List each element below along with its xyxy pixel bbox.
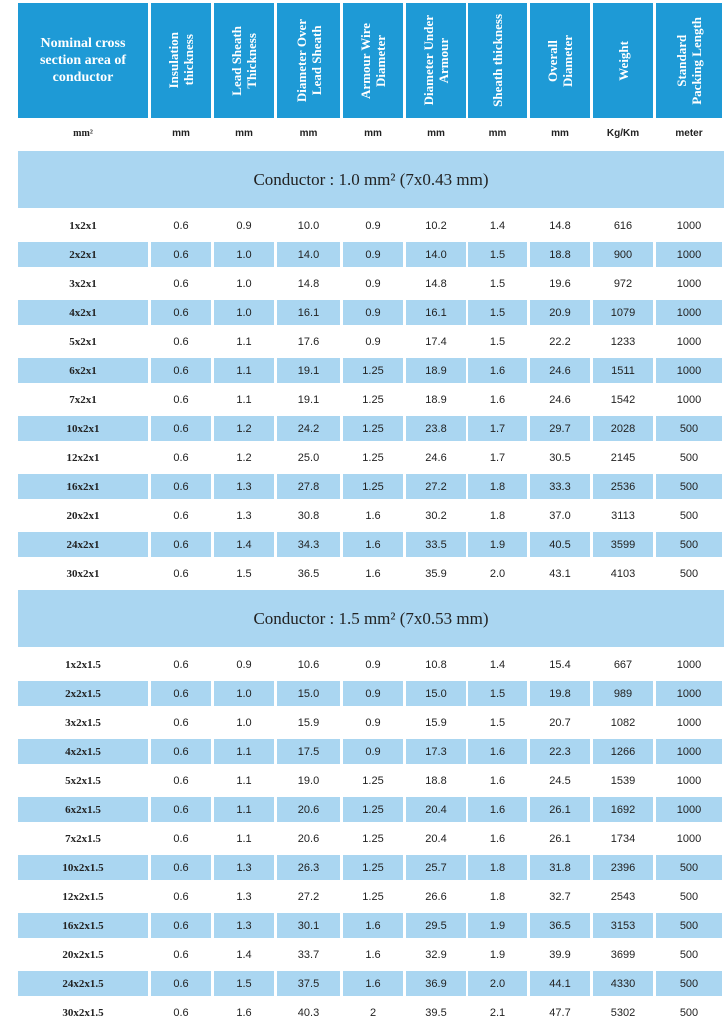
table-cell: 16.1 <box>277 300 340 325</box>
table-cell: 1082 <box>610 716 636 729</box>
table-cell: 1.25 <box>343 797 403 822</box>
table-cell: 500 <box>679 567 699 580</box>
table-cell: 19.8 <box>530 681 590 706</box>
table-cell: 0.9 <box>236 658 252 671</box>
table-cell: 10.8 <box>425 658 447 671</box>
table-cell: 500 <box>679 1006 699 1019</box>
table-cell: 14.8 <box>297 277 320 290</box>
table-cell: 1.9 <box>468 913 527 938</box>
table-cell: 1.1 <box>236 393 252 406</box>
table-cell: 1.5 <box>489 716 506 729</box>
unit-label: mm² <box>73 127 93 139</box>
table-cell: 0.6 <box>173 219 189 232</box>
row-label: 12x2x1.5 <box>62 890 104 903</box>
table-cell: 29.5 <box>406 913 466 938</box>
table-cell: 1.6 <box>343 913 403 938</box>
table-cell: 1.6 <box>365 567 381 580</box>
row-label: 2x2x1 <box>18 242 148 267</box>
table-cell: 0.6 <box>173 948 189 961</box>
table-cell: 14.8 <box>425 277 447 290</box>
table-cell: 2 <box>369 1006 377 1019</box>
table-cell: 3699 <box>610 948 636 961</box>
unit-label: mm <box>364 127 382 139</box>
table-cell: 1.0 <box>214 681 274 706</box>
table-cell: 1734 <box>610 832 636 845</box>
table-cell: 1000 <box>656 242 722 267</box>
table-cell: 19.1 <box>277 358 340 383</box>
table-cell: 0.6 <box>173 1006 189 1019</box>
table-cell: 1.2 <box>236 451 252 464</box>
table-cell: 33.5 <box>406 532 466 557</box>
table-cell: 20.6 <box>297 832 320 845</box>
table-cell: 500 <box>679 451 699 464</box>
table-cell: 1.6 <box>236 1006 252 1019</box>
table-cell: 1.0 <box>214 242 274 267</box>
table-cell: 0.6 <box>151 358 211 383</box>
row-label: 24x2x1.5 <box>18 971 148 996</box>
table-cell: 5302 <box>610 1006 636 1019</box>
table-cell: 10.0 <box>297 219 320 232</box>
table-cell: 33.7 <box>297 948 320 961</box>
table-cell: 1.1 <box>214 739 274 764</box>
table-cell: 500 <box>679 948 699 961</box>
table-cell: 26.6 <box>425 890 447 903</box>
table-cell: 0.6 <box>173 509 189 522</box>
table-cell: 1.6 <box>365 948 381 961</box>
header-weight <box>593 3 653 118</box>
header-overall-diameter-label: Overall Diameter <box>545 34 575 87</box>
table-cell: 0.6 <box>173 832 189 845</box>
table-cell: 0.6 <box>173 335 189 348</box>
table-cell: 19.0 <box>297 774 320 787</box>
table-cell: 1.6 <box>468 739 527 764</box>
table-cell: 18.8 <box>530 242 590 267</box>
table-cell: 33.3 <box>530 474 590 499</box>
row-label: 10x2x1 <box>18 416 148 441</box>
table-cell: 1.4 <box>214 532 274 557</box>
table-cell: 0.9 <box>365 716 381 729</box>
unit-label: mm <box>235 127 253 139</box>
table-cell: 1000 <box>676 219 702 232</box>
row-label: 16x2x1.5 <box>18 913 148 938</box>
table-cell: 22.2 <box>549 335 571 348</box>
table-cell: 39.9 <box>549 948 571 961</box>
table-cell: 37.0 <box>549 509 571 522</box>
table-cell: 27.2 <box>406 474 466 499</box>
table-cell: 972 <box>613 277 633 290</box>
row-label: 30x2x1 <box>66 567 100 580</box>
table-cell: 20.4 <box>425 832 447 845</box>
table-cell: 3153 <box>593 913 653 938</box>
table-cell: 0.6 <box>173 774 189 787</box>
table-cell: 0.9 <box>236 219 252 232</box>
table-cell: 1.5 <box>489 335 506 348</box>
table-cell: 1.5 <box>468 300 527 325</box>
table-cell: 1.1 <box>236 832 252 845</box>
table-cell: 29.7 <box>530 416 590 441</box>
table-cell: 900 <box>593 242 653 267</box>
table-cell: 2396 <box>593 855 653 880</box>
table-cell: 26.1 <box>530 797 590 822</box>
table-cell: 500 <box>679 509 699 522</box>
table-cell: 14.8 <box>549 219 571 232</box>
table-cell: 36.5 <box>297 567 320 580</box>
table-cell: 27.8 <box>277 474 340 499</box>
table-cell: 1000 <box>676 716 702 729</box>
table-cell: 2145 <box>610 451 636 464</box>
row-label: 1x2x1.5 <box>65 658 101 671</box>
row-label: 5x2x1.5 <box>65 774 101 787</box>
table-cell: 40.3 <box>297 1006 320 1019</box>
table-cell: 1.25 <box>343 358 403 383</box>
row-label: 4x2x1.5 <box>18 739 148 764</box>
table-cell: 40.5 <box>530 532 590 557</box>
table-cell: 17.3 <box>406 739 466 764</box>
table-cell: 0.9 <box>365 219 381 232</box>
table-cell: 1.25 <box>343 474 403 499</box>
table-cell: 1.9 <box>489 948 506 961</box>
header-lead-sheath-thickness-label: Lead Sheath Thickness <box>229 25 259 96</box>
table-cell: 27.2 <box>297 890 320 903</box>
table-cell: 1.5 <box>214 971 274 996</box>
table-cell: 17.6 <box>297 335 320 348</box>
table-cell: 1079 <box>593 300 653 325</box>
table-cell: 20.4 <box>406 797 466 822</box>
row-label: 2x2x1.5 <box>18 681 148 706</box>
table-cell: 1.6 <box>489 774 506 787</box>
table-cell: 2.1 <box>489 1006 506 1019</box>
header-diameter-under-armour <box>406 3 466 118</box>
table-cell: 44.1 <box>530 971 590 996</box>
table-cell: 1.3 <box>236 890 252 903</box>
table-cell: 1.3 <box>214 913 274 938</box>
table-cell: 4103 <box>610 567 636 580</box>
table-cell: 1.6 <box>489 832 506 845</box>
table-cell: 1.25 <box>343 855 403 880</box>
row-label: 20x2x1.5 <box>62 948 104 961</box>
table-cell: 19.1 <box>297 393 320 406</box>
header-sheath-thickness-label: Sheath thickness <box>490 14 505 107</box>
unit-label: mm <box>299 127 318 139</box>
table-cell: 32.7 <box>549 890 571 903</box>
header-standard-packing-length <box>656 3 722 118</box>
table-cell: 30.1 <box>277 913 340 938</box>
table-cell: 1.4 <box>236 948 252 961</box>
table-cell: 2.0 <box>489 567 506 580</box>
table-cell: 22.3 <box>530 739 590 764</box>
table-cell: 35.9 <box>425 567 447 580</box>
row-label: 3x2x1 <box>69 277 97 290</box>
table-cell: 47.7 <box>549 1006 571 1019</box>
row-label: 16x2x1 <box>18 474 148 499</box>
unit-label: mm <box>172 127 190 139</box>
table-cell: 1.25 <box>343 416 403 441</box>
table-cell: 1000 <box>656 797 722 822</box>
table-cell: 989 <box>593 681 653 706</box>
table-cell: 1.8 <box>489 890 506 903</box>
table-cell: 500 <box>656 971 722 996</box>
table-cell: 30.5 <box>549 451 571 464</box>
table-cell: 20.7 <box>549 716 571 729</box>
table-cell: 1000 <box>676 393 702 406</box>
table-cell: 15.9 <box>297 716 320 729</box>
table-cell: 0.6 <box>151 532 211 557</box>
table-cell: 1.25 <box>362 832 384 845</box>
table-cell: 20.9 <box>530 300 590 325</box>
table-cell: 19.6 <box>549 277 571 290</box>
table-cell: 1.3 <box>214 474 274 499</box>
table-cell: 1266 <box>593 739 653 764</box>
table-cell: 1.5 <box>236 567 252 580</box>
table-cell: 31.8 <box>530 855 590 880</box>
table-cell: 1.25 <box>362 774 384 787</box>
table-cell: 1.25 <box>362 890 384 903</box>
table-cell: 0.6 <box>173 567 189 580</box>
table-cell: 0.9 <box>365 277 381 290</box>
table-cell: 1.1 <box>236 335 252 348</box>
table-cell: 0.6 <box>151 300 211 325</box>
table-cell: 3599 <box>593 532 653 557</box>
row-label: 12x2x1 <box>66 451 100 464</box>
table-cell: 2536 <box>593 474 653 499</box>
unit-label: meter <box>675 127 703 139</box>
table-cell: 0.6 <box>151 797 211 822</box>
table-cell: 1.0 <box>236 277 252 290</box>
table-cell: 0.9 <box>365 335 381 348</box>
table-cell: 1000 <box>676 658 702 671</box>
table-cell: 1.5 <box>489 277 506 290</box>
table-cell: 1.1 <box>236 774 252 787</box>
table-cell: 15.0 <box>406 681 466 706</box>
table-cell: 1.25 <box>362 393 384 406</box>
table-cell: 1000 <box>656 300 722 325</box>
table-cell: 37.5 <box>277 971 340 996</box>
section-title: Conductor : 1.5 mm² (7x0.53 mm) <box>18 590 724 647</box>
table-cell: 0.9 <box>343 300 403 325</box>
table-cell: 26.1 <box>549 832 571 845</box>
table-cell: 0.9 <box>343 242 403 267</box>
table-cell: 500 <box>656 532 722 557</box>
header-overall-diameter <box>530 3 590 118</box>
table-cell: 24.6 <box>549 393 571 406</box>
table-cell: 1000 <box>676 774 702 787</box>
table-cell: 1.8 <box>489 509 506 522</box>
table-cell: 0.6 <box>151 242 211 267</box>
header-diameter-under-armour-label: Diameter Under Armour <box>421 15 451 106</box>
table-cell: 1000 <box>656 358 722 383</box>
unit-label: Kg/Km <box>606 127 640 139</box>
table-cell: 30.8 <box>297 509 320 522</box>
table-cell: 0.6 <box>173 890 189 903</box>
table-cell: 667 <box>613 658 633 671</box>
table-cell: 30.2 <box>425 509 447 522</box>
unit-label: mm <box>551 127 569 139</box>
table-cell: 1.6 <box>468 797 527 822</box>
table-cell: 500 <box>656 416 722 441</box>
header-nominal-area <box>18 3 148 118</box>
table-cell: 25.7 <box>406 855 466 880</box>
header-sheath-thickness <box>468 3 527 118</box>
table-cell: 20.6 <box>277 797 340 822</box>
header-armour-wire-diameter <box>343 3 403 118</box>
table-cell: 1692 <box>593 797 653 822</box>
table-cell: 25.0 <box>297 451 320 464</box>
table-cell: 14.0 <box>277 242 340 267</box>
table-cell: 10.2 <box>425 219 447 232</box>
table-cell: 36.5 <box>530 913 590 938</box>
header-insulation-thickness <box>151 3 211 118</box>
table-cell: 1.4 <box>489 658 506 671</box>
row-label: 4x2x1 <box>18 300 148 325</box>
table-cell: 17.4 <box>425 335 447 348</box>
table-cell: 500 <box>656 855 722 880</box>
table-cell: 39.5 <box>425 1006 447 1019</box>
table-cell: 34.3 <box>277 532 340 557</box>
table-cell: 2028 <box>593 416 653 441</box>
table-cell: 17.5 <box>277 739 340 764</box>
table-cell: 36.9 <box>406 971 466 996</box>
table-cell: 1000 <box>676 277 702 290</box>
table-cell: 24.6 <box>530 358 590 383</box>
header-diameter-over-lead-sheath <box>277 3 340 118</box>
table-cell: 0.6 <box>151 681 211 706</box>
table-cell: 15.0 <box>277 681 340 706</box>
table-cell: 15.9 <box>425 716 447 729</box>
table-cell: 1.9 <box>468 532 527 557</box>
table-cell: 0.6 <box>173 277 189 290</box>
row-label: 30x2x1.5 <box>62 1006 104 1019</box>
table-cell: 18.9 <box>425 393 447 406</box>
header-weight-label: Weight <box>615 40 631 81</box>
table-cell: 1.0 <box>214 300 274 325</box>
table-cell: 10.6 <box>297 658 320 671</box>
table-cell: 0.6 <box>173 716 189 729</box>
header-standard-packing-length-label: Standard Packing Length <box>674 16 704 105</box>
table-cell: 1539 <box>610 774 636 787</box>
table-cell: 1.6 <box>489 393 506 406</box>
table-cell: 32.9 <box>425 948 447 961</box>
table-cell: 24.5 <box>549 774 571 787</box>
row-label: 6x2x1 <box>18 358 148 383</box>
table-cell: 3113 <box>611 509 635 522</box>
table-cell: 0.6 <box>151 739 211 764</box>
row-label: 3x2x1.5 <box>65 716 101 729</box>
table-cell: 0.9 <box>343 739 403 764</box>
table-cell: 1.2 <box>214 416 274 441</box>
table-cell: 500 <box>656 474 722 499</box>
table-cell: 4330 <box>593 971 653 996</box>
table-cell: 18.8 <box>425 774 447 787</box>
table-cell: 1.6 <box>343 532 403 557</box>
unit-label: mm <box>427 127 445 139</box>
table-cell: 1511 <box>593 358 653 383</box>
table-cell: 0.6 <box>173 393 189 406</box>
table-cell: 1.6 <box>468 358 527 383</box>
row-label: 5x2x1 <box>69 335 97 348</box>
table-cell: 1.3 <box>214 855 274 880</box>
row-label: 6x2x1.5 <box>18 797 148 822</box>
table-cell: 1.4 <box>489 219 506 232</box>
table-cell: 1.6 <box>365 509 381 522</box>
row-label: 7x2x1 <box>69 393 97 406</box>
row-label: 1x2x1 <box>69 219 97 232</box>
table-cell: 1.8 <box>468 855 527 880</box>
table-cell: 24.2 <box>277 416 340 441</box>
table-cell: 1.5 <box>468 242 527 267</box>
row-label: 24x2x1 <box>18 532 148 557</box>
table-cell: 18.9 <box>406 358 466 383</box>
table-cell: 1.3 <box>236 509 252 522</box>
table-cell: 0.6 <box>151 416 211 441</box>
table-cell: 2543 <box>610 890 636 903</box>
table-cell: 1.8 <box>468 474 527 499</box>
header-nominal-area-label: Nominal cross section area of conductor <box>39 36 127 85</box>
header-diameter-over-lead-sheath-label: Diameter Over Lead Sheath <box>293 18 324 103</box>
table-cell: 43.1 <box>549 567 571 580</box>
table-cell: 1.6 <box>343 971 403 996</box>
table-cell: 26.3 <box>277 855 340 880</box>
unit-label: mm <box>488 127 507 139</box>
table-cell: 2.0 <box>468 971 527 996</box>
row-label: 10x2x1.5 <box>18 855 148 880</box>
table-cell: 1.25 <box>362 451 384 464</box>
section-title: Conductor : 1.0 mm² (7x0.43 mm) <box>18 151 724 208</box>
table-cell: 0.6 <box>151 855 211 880</box>
table-cell: 1.7 <box>489 451 506 464</box>
table-cell: 1233 <box>610 335 636 348</box>
table-cell: 1.0 <box>236 716 252 729</box>
table-cell: 14.0 <box>406 242 466 267</box>
table-cell: 0.6 <box>151 913 211 938</box>
table-cell: 1000 <box>656 739 722 764</box>
header-insulation-thickness-label: Insulation thickness <box>166 32 196 89</box>
table-cell: 1.7 <box>468 416 527 441</box>
table-cell: 1.5 <box>468 681 527 706</box>
table-cell: 0.6 <box>151 971 211 996</box>
table-cell: 1000 <box>676 335 702 348</box>
table-cell: 500 <box>679 890 699 903</box>
table-cell: 24.6 <box>425 451 447 464</box>
header-armour-wire-diameter-label: Armour Wire Diameter <box>358 22 388 99</box>
header-lead-sheath-thickness <box>214 3 274 118</box>
table-cell: 0.9 <box>343 681 403 706</box>
table-cell: 15.4 <box>549 658 571 671</box>
table-cell: 1000 <box>676 832 702 845</box>
table-cell: 1542 <box>610 393 636 406</box>
table-cell: 23.8 <box>406 416 466 441</box>
table-cell: 0.9 <box>365 658 381 671</box>
table-cell: 0.6 <box>151 474 211 499</box>
table-cell: 500 <box>656 913 722 938</box>
table-cell: 16.1 <box>406 300 466 325</box>
table-cell: 0.6 <box>173 658 189 671</box>
table-cell: 616 <box>613 219 633 232</box>
table-cell: 1000 <box>656 681 722 706</box>
table-cell: 0.6 <box>173 451 189 464</box>
table-cell: 1.1 <box>214 797 274 822</box>
row-label: 20x2x1 <box>66 509 100 522</box>
row-label: 7x2x1.5 <box>65 832 101 845</box>
table-cell: 1.1 <box>214 358 274 383</box>
